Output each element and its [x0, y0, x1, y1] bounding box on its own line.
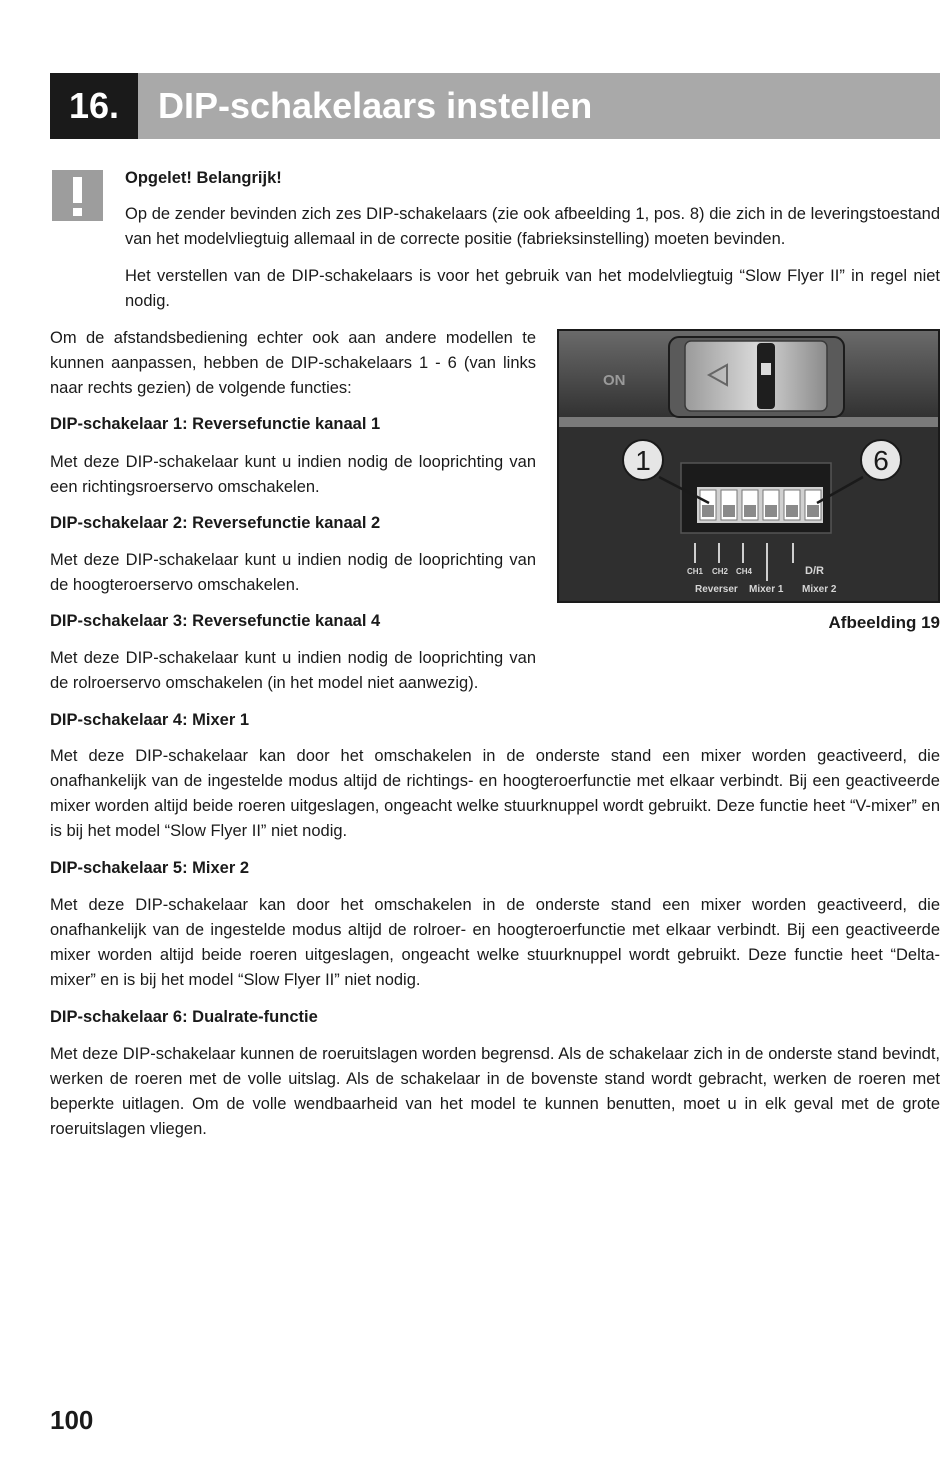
section-title: DIP-schakelaars instellen [138, 73, 940, 139]
switch-3-text: Met deze DIP-schakelaar kunt u indien nodig de looprichting van de rolroerservo omschakelen (in het model niet aanwezig). [50, 649, 536, 692]
switch-4-heading: DIP-schakelaar 4: Mixer 1 [50, 711, 250, 729]
switch-5-text: Met deze DIP-schakelaar kan door het omschakelen in de onderste stand een mixer worden geactiveerd, die onafhankelijk van de ingestelde modus altijd de rolroer- en hoogteroerfunctie met elkaar verbindt. Bij een geactiveerde mixer worden altijd beide roeren uitgeslagen, ongeacht welke stuurknuppel wordt gebruikt. Deze functie heet “Delta-mixer” en is bij het model “Slow Flyer II” niet nodig. [50, 896, 940, 989]
switch-1-text: Met deze DIP-schakelaar kunt u indien nodig de looprichting van een richtingsroerservo omschakelen. [50, 453, 536, 496]
marker-1: 1 [635, 445, 651, 476]
switch-6-heading: DIP-schakelaar 6: Dualrate-functie [50, 1008, 318, 1026]
ch2-label: CH2 [712, 567, 729, 576]
dip-switch-photo [557, 329, 940, 603]
section-number: 16. [50, 73, 138, 139]
reverser-label: Reverser [695, 584, 738, 595]
switch-6-text: Met deze DIP-schakelaar kunnen de roeruitslagen worden begrensd. Als de schakelaar zich in de onderste stand bevindt, werken de roeren met de volle uitslag. Als de schakelaar in de bovenste stand wordt gebracht, werken de roeren met beperkte uitlagen. Om de volle wendbaarheid van het model te kunnen benutten, moet u in elk geval met de grote roeruitslagen vliegen. [50, 1045, 940, 1138]
page-number: 100 [50, 1405, 94, 1435]
switch-3-heading: DIP-schakelaar 3: Reversefunctie kanaal 4 [50, 612, 381, 630]
on-label: ON [603, 372, 626, 389]
switch-1-heading: DIP-schakelaar 1: Reversefunctie kanaal 1 [50, 415, 381, 433]
switch-4-text: Met deze DIP-schakelaar kan door het omschakelen in de onderste stand een mixer worden geactiveerd, die onafhankelijk van de ingestelde modus altijd de richtings- en hoogteroerfunctie met elkaar verbindt. Bij een geactiveerde mixer worden altijd beide roeren uitgeslagen, ongeacht welke stuurknuppel wordt gebruikt. Deze functie heet “V-mixer” en is bij het model “Slow Flyer II” niet nodig. [50, 747, 940, 840]
switch-2-heading: DIP-schakelaar 2: Reversefunctie kanaal 2 [50, 514, 381, 532]
switch-5-heading: DIP-schakelaar 5: Mixer 2 [50, 859, 250, 877]
warning-heading: Opgelet! Belangrijk! [125, 169, 282, 187]
marker-6: 6 [873, 445, 889, 476]
ch1-label: CH1 [687, 567, 704, 576]
dr-label: D/R [805, 565, 824, 577]
switch-2-text: Met deze DIP-schakelaar kunt u indien nodig de looprichting van de hoogteroerservo omschakelen. [50, 551, 536, 594]
figure-caption: Afbeelding 19 [828, 613, 940, 632]
mixer-1-label: Mixer 1 [749, 584, 784, 595]
mixer-2-label: Mixer 2 [802, 584, 837, 595]
ch4-label: CH4 [736, 567, 753, 576]
warning-paragraph-1: Op de zender bevinden zich zes DIP-schakelaars (zie ook afbeelding 1, pos. 8) die zich in de leveringstoestand van het modelvliegtuig allemaal in de correcte positie (fabrieksinstelling) moeten bevinden. [125, 205, 940, 248]
section-header [50, 73, 940, 139]
intro-paragraph: Om de afstandsbediening echter ook aan andere modellen te kunnen aanpassen, hebben de DIP-schakelaars 1 - 6 (van links naar rechts gezien) de volgende functies: [50, 329, 536, 397]
exclamation-icon [52, 170, 103, 221]
warning-paragraph-2: Het verstellen van de DIP-schakelaars is voor het gebruik van het modelvliegtuig “Slow Flyer II” in regel niet nodig. [125, 267, 940, 310]
